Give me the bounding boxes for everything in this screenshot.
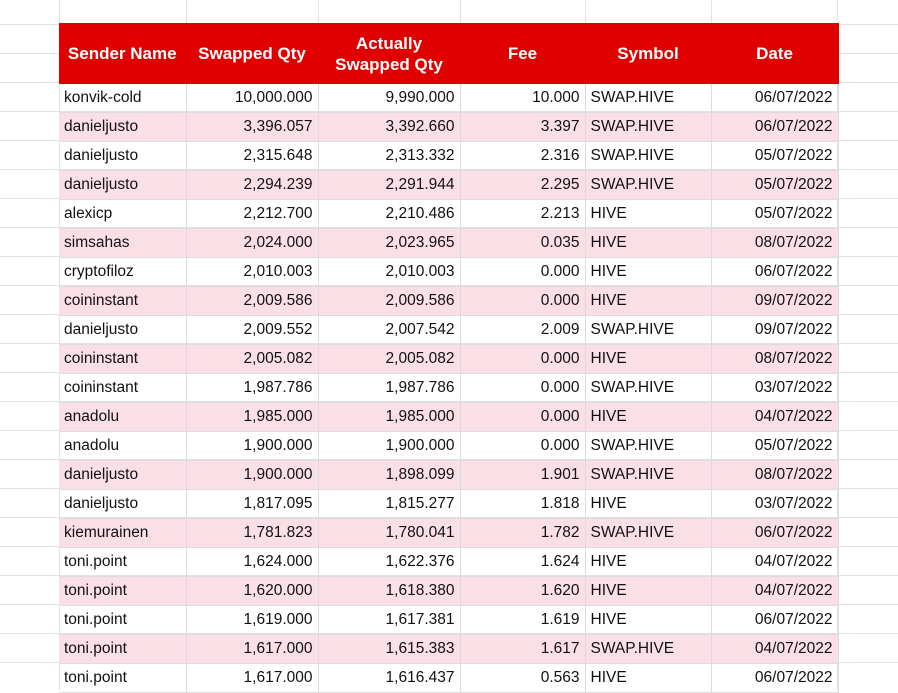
date-cell[interactable]: 06/07/2022 [711, 113, 838, 142]
header-symbol[interactable]: Symbol [585, 23, 711, 84]
symbol-cell[interactable]: HIVE [585, 606, 711, 635]
fee-cell[interactable]: 2.295 [460, 171, 585, 200]
sender-name-cell[interactable]: anadolu [59, 403, 186, 432]
symbol-cell[interactable]: SWAP.HIVE [585, 171, 711, 200]
symbol-cell[interactable]: HIVE [585, 287, 711, 316]
fee-cell[interactable]: 0.000 [460, 374, 585, 403]
sender-name-cell[interactable]: danieljusto [59, 490, 186, 519]
table-row [59, 635, 838, 664]
fee-cell[interactable]: 1.619 [460, 606, 585, 635]
fee-cell[interactable]: 3.397 [460, 113, 585, 142]
table-row [59, 664, 838, 693]
symbol-cell[interactable]: HIVE [585, 345, 711, 374]
swapped-qty-cell[interactable]: 2,010.003 [186, 258, 318, 287]
swapped-qty-cell[interactable]: 2,005.082 [186, 345, 318, 374]
date-cell[interactable]: 04/07/2022 [711, 548, 838, 577]
sender-name-cell[interactable]: coininstant [59, 374, 186, 403]
sender-name-cell[interactable]: toni.point [59, 577, 186, 606]
fee-cell[interactable]: 1.617 [460, 635, 585, 664]
sender-name-cell[interactable]: anadolu [59, 432, 186, 461]
actually-swapped-qty-cell[interactable]: 2,023.965 [318, 229, 460, 258]
date-cell[interactable]: 08/07/2022 [711, 229, 838, 258]
date-cell[interactable]: 06/07/2022 [711, 258, 838, 287]
symbol-cell[interactable]: SWAP.HIVE [585, 519, 711, 548]
swapped-qty-cell[interactable]: 2,212.700 [186, 200, 318, 229]
swapped-qty-cell[interactable]: 1,985.000 [186, 403, 318, 432]
swapped-qty-cell[interactable]: 1,617.000 [186, 635, 318, 664]
actually-swapped-qty-cell[interactable]: 1,987.786 [318, 374, 460, 403]
fee-cell[interactable]: 2.213 [460, 200, 585, 229]
table-row [59, 403, 838, 432]
fee-cell[interactable]: 0.000 [460, 403, 585, 432]
sender-name-cell[interactable]: konvik-cold [59, 84, 186, 113]
table-row [59, 432, 838, 461]
symbol-cell[interactable]: HIVE [585, 258, 711, 287]
swapped-qty-cell[interactable]: 1,817.095 [186, 490, 318, 519]
table-row [59, 548, 838, 577]
symbol-cell[interactable]: SWAP.HIVE [585, 461, 711, 490]
actually-swapped-qty-cell[interactable]: 1,617.381 [318, 606, 460, 635]
table-row [59, 113, 838, 142]
symbol-cell[interactable]: SWAP.HIVE [585, 316, 711, 345]
swapped-qty-cell[interactable]: 1,617.000 [186, 664, 318, 693]
fee-cell[interactable]: 2.316 [460, 142, 585, 171]
actually-swapped-qty-cell[interactable]: 1,815.277 [318, 490, 460, 519]
fee-cell[interactable]: 1.782 [460, 519, 585, 548]
sender-name-cell[interactable]: danieljusto [59, 316, 186, 345]
swapped-qty-cell[interactable]: 3,396.057 [186, 113, 318, 142]
sender-name-cell[interactable]: kiemurainen [59, 519, 186, 548]
actually-swapped-qty-cell[interactable]: 3,392.660 [318, 113, 460, 142]
date-cell[interactable]: 05/07/2022 [711, 432, 838, 461]
actually-swapped-qty-cell[interactable]: 2,313.332 [318, 142, 460, 171]
swapped-qty-cell[interactable]: 1,900.000 [186, 461, 318, 490]
sender-name-cell[interactable]: danieljusto [59, 171, 186, 200]
fee-cell[interactable]: 1.901 [460, 461, 585, 490]
swapped-qty-cell[interactable]: 2,009.586 [186, 287, 318, 316]
table-row [59, 142, 838, 171]
header-swapped-qty[interactable]: Swapped Qty [186, 23, 318, 84]
date-cell[interactable]: 04/07/2022 [711, 403, 838, 432]
fee-cell[interactable]: 1.818 [460, 490, 585, 519]
table-row [59, 84, 838, 113]
sender-name-cell[interactable]: danieljusto [59, 461, 186, 490]
table-body [59, 84, 838, 693]
actually-swapped-qty-cell[interactable]: 1,900.000 [318, 432, 460, 461]
table-row [59, 606, 838, 635]
symbol-cell[interactable]: SWAP.HIVE [585, 432, 711, 461]
header-date[interactable]: Date [711, 23, 838, 84]
sender-name-cell[interactable]: danieljusto [59, 142, 186, 171]
date-cell[interactable]: 06/07/2022 [711, 664, 838, 693]
swapped-qty-cell[interactable]: 2,024.000 [186, 229, 318, 258]
sender-name-cell[interactable]: toni.point [59, 606, 186, 635]
table-row [59, 258, 838, 287]
swapped-qty-cell[interactable]: 1,781.823 [186, 519, 318, 548]
symbol-cell[interactable]: HIVE [585, 490, 711, 519]
symbol-cell[interactable]: SWAP.HIVE [585, 142, 711, 171]
date-cell[interactable]: 05/07/2022 [711, 171, 838, 200]
symbol-cell[interactable]: HIVE [585, 577, 711, 606]
swapped-qty-cell[interactable]: 1,987.786 [186, 374, 318, 403]
fee-cell[interactable]: 2.009 [460, 316, 585, 345]
symbol-cell[interactable]: SWAP.HIVE [585, 635, 711, 664]
fee-cell[interactable]: 10.000 [460, 84, 585, 113]
swap-table [59, 23, 839, 693]
table-row [59, 229, 838, 258]
actually-swapped-qty-cell[interactable]: 1,618.380 [318, 577, 460, 606]
symbol-cell[interactable]: HIVE [585, 548, 711, 577]
fee-cell[interactable]: 0.563 [460, 664, 585, 693]
table-row [59, 200, 838, 229]
table-row [59, 490, 838, 519]
symbol-cell[interactable]: SWAP.HIVE [585, 113, 711, 142]
actually-swapped-qty-cell[interactable]: 2,009.586 [318, 287, 460, 316]
fee-cell[interactable]: 1.624 [460, 548, 585, 577]
date-cell[interactable]: 06/07/2022 [711, 84, 838, 113]
header-fee[interactable]: Fee [460, 23, 585, 84]
fee-cell[interactable]: 0.000 [460, 345, 585, 374]
date-cell[interactable]: 04/07/2022 [711, 635, 838, 664]
date-cell[interactable]: 08/07/2022 [711, 461, 838, 490]
actually-swapped-qty-cell[interactable]: 2,291.944 [318, 171, 460, 200]
date-cell[interactable]: 05/07/2022 [711, 200, 838, 229]
date-cell[interactable]: 03/07/2022 [711, 490, 838, 519]
header-row [59, 23, 838, 84]
sender-name-cell[interactable]: toni.point [59, 635, 186, 664]
sender-name-cell[interactable]: coininstant [59, 345, 186, 374]
symbol-cell[interactable]: HIVE [585, 200, 711, 229]
actually-swapped-qty-cell[interactable]: 1,622.376 [318, 548, 460, 577]
sender-name-cell[interactable]: coininstant [59, 287, 186, 316]
swapped-qty-cell[interactable]: 2,009.552 [186, 316, 318, 345]
swapped-qty-cell[interactable]: 10,000.000 [186, 84, 318, 113]
sender-name-cell[interactable]: toni.point [59, 664, 186, 693]
fee-cell[interactable]: 1.620 [460, 577, 585, 606]
actually-swapped-qty-cell[interactable]: 1,616.437 [318, 664, 460, 693]
actually-swapped-qty-cell[interactable]: 1,985.000 [318, 403, 460, 432]
date-cell[interactable]: 04/07/2022 [711, 577, 838, 606]
swapped-qty-cell[interactable]: 1,900.000 [186, 432, 318, 461]
fee-cell[interactable]: 0.000 [460, 287, 585, 316]
symbol-cell[interactable]: HIVE [585, 664, 711, 693]
actually-swapped-qty-cell[interactable]: 1,898.099 [318, 461, 460, 490]
swapped-qty-cell[interactable]: 1,619.000 [186, 606, 318, 635]
table-row [59, 461, 838, 490]
sender-name-cell[interactable]: simsahas [59, 229, 186, 258]
swapped-qty-cell[interactable]: 2,294.239 [186, 171, 318, 200]
sender-name-cell[interactable]: cryptofiloz [59, 258, 186, 287]
actually-swapped-qty-cell[interactable]: 2,007.542 [318, 316, 460, 345]
table-row [59, 287, 838, 316]
date-cell[interactable]: 09/07/2022 [711, 316, 838, 345]
date-cell[interactable]: 06/07/2022 [711, 606, 838, 635]
actually-swapped-qty-cell[interactable]: 2,010.003 [318, 258, 460, 287]
symbol-cell[interactable]: HIVE [585, 229, 711, 258]
swapped-qty-cell[interactable]: 1,624.000 [186, 548, 318, 577]
actually-swapped-qty-cell[interactable]: 1,615.383 [318, 635, 460, 664]
sender-name-cell[interactable]: toni.point [59, 548, 186, 577]
table-row [59, 519, 838, 548]
table-row [59, 316, 838, 345]
table-row [59, 374, 838, 403]
date-cell[interactable]: 09/07/2022 [711, 287, 838, 316]
table-row [59, 171, 838, 200]
fee-cell[interactable]: 0.000 [460, 432, 585, 461]
symbol-cell[interactable]: SWAP.HIVE [585, 84, 711, 113]
actually-swapped-qty-cell[interactable]: 9,990.000 [318, 84, 460, 113]
fee-cell[interactable]: 0.035 [460, 229, 585, 258]
date-cell[interactable]: 03/07/2022 [711, 374, 838, 403]
sender-name-cell[interactable]: alexicp [59, 200, 186, 229]
actually-swapped-qty-cell[interactable]: 2,005.082 [318, 345, 460, 374]
symbol-cell[interactable]: HIVE [585, 403, 711, 432]
actually-swapped-qty-cell[interactable]: 2,210.486 [318, 200, 460, 229]
swapped-qty-cell[interactable]: 1,620.000 [186, 577, 318, 606]
date-cell[interactable]: 06/07/2022 [711, 519, 838, 548]
symbol-cell[interactable]: SWAP.HIVE [585, 374, 711, 403]
header-sender-name[interactable]: Sender Name [59, 23, 186, 84]
date-cell[interactable]: 08/07/2022 [711, 345, 838, 374]
sender-name-cell[interactable]: danieljusto [59, 113, 186, 142]
table-row [59, 577, 838, 606]
header-actually-swapped-qty[interactable]: Actually Swapped Qty [318, 23, 460, 84]
actually-swapped-qty-cell[interactable]: 1,780.041 [318, 519, 460, 548]
table-row [59, 345, 838, 374]
date-cell[interactable]: 05/07/2022 [711, 142, 838, 171]
fee-cell[interactable]: 0.000 [460, 258, 585, 287]
swapped-qty-cell[interactable]: 2,315.648 [186, 142, 318, 171]
